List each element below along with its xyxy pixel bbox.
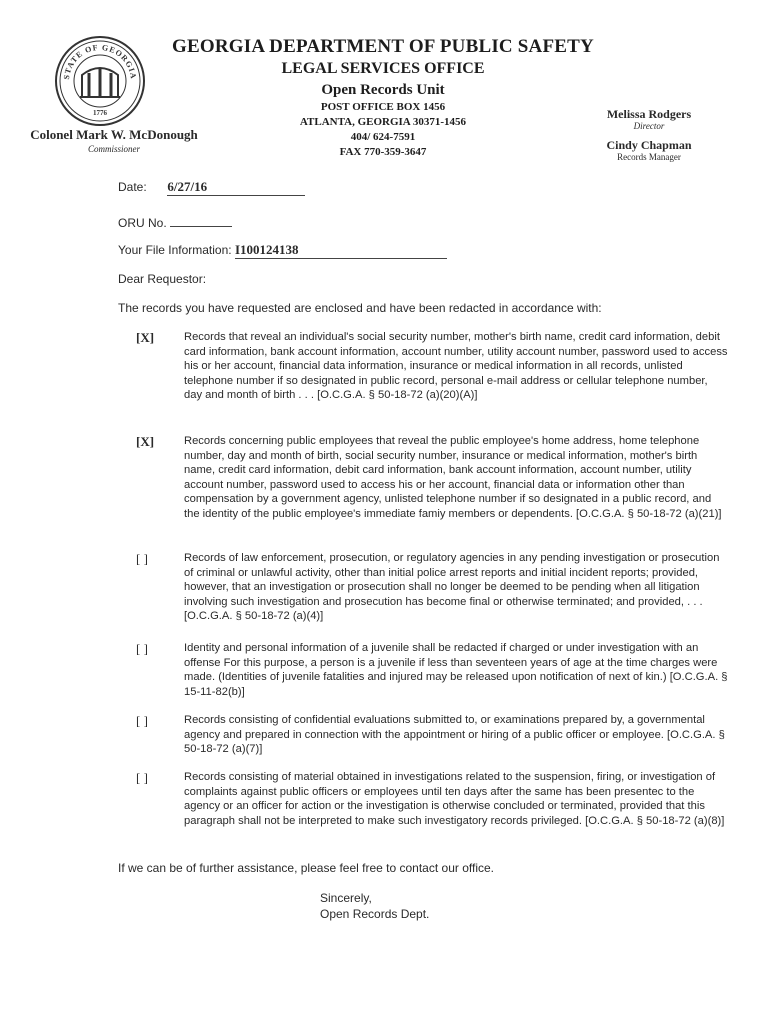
seal-ring-text: STATE OF GEORGIA bbox=[61, 42, 139, 81]
commissioner-name: Colonel Mark W. McDonough bbox=[30, 127, 198, 142]
oru-value bbox=[170, 214, 232, 227]
oru-field bbox=[118, 214, 232, 231]
commissioner-title: Commissioner bbox=[87, 144, 140, 154]
checkbox-checked: [X] bbox=[136, 434, 155, 449]
staff-block bbox=[590, 107, 708, 162]
intro-text: The records you have requested are enclosed and have been redacted in accordance with: bbox=[118, 301, 602, 315]
seal-year: 1776 bbox=[93, 109, 107, 117]
date-label: Date: bbox=[118, 180, 147, 194]
fax-number: FAX 770-359-3647 bbox=[339, 146, 427, 158]
signature-block bbox=[320, 890, 429, 922]
closing-text: If we can be of further assistance, please feel free to contact our office. bbox=[118, 861, 494, 875]
po-box: POST OFFICE BOX 1456 bbox=[320, 101, 446, 113]
file-info-value: I100124138 bbox=[234, 242, 299, 257]
office-name: LEGAL SERVICES OFFICE bbox=[281, 60, 485, 77]
redaction-item-text: Records of law enforcement, prosecution, or regulatory agencies in any pending investigation or prosecution of criminal or unlawful activity, other than initial police arrest reports and initial incident reports; provided, however, that an investigation or prosecution shall no longer be deemed to be pending when all litigation involving such investigation and prosecution has become final or otherwise terminated; and provided, . . . [O.C.G.A. § 50-18-72 (a)(4)] bbox=[184, 552, 720, 623]
oru-label: ORU No. bbox=[118, 216, 167, 230]
file-info-field bbox=[118, 242, 447, 259]
checkbox-empty: [ ] bbox=[136, 713, 148, 728]
checkbox-empty: [ ] bbox=[136, 641, 148, 656]
checkbox-checked: [X] bbox=[136, 330, 155, 345]
commissioner-block bbox=[24, 127, 204, 155]
date-field bbox=[118, 179, 305, 196]
redaction-item-text: Records consisting of confidential evaluations submitted to, or examinations prepared by, a governmental agency and prepared in connection with the appointment or hiring of a public officer or employee. [O.C.G.A. § 50-18-72 (a)(7)] bbox=[184, 714, 725, 756]
date-value: 6/27/16 bbox=[167, 179, 208, 194]
file-info-label: Your File Information: bbox=[118, 243, 232, 257]
records-manager-title: Records Manager bbox=[617, 152, 681, 162]
redaction-item-text: Identity and personal information of a juvenile shall be redacted if charged or under investigation with an offense For this purpose, a person is a juvenile if less than seventeen years of age at the time charges were made. (Identities of juvenile fatalities and injured may be released upon notification of next of kin.) [O.C.G.A. § 15-11-82(b)] bbox=[184, 642, 728, 698]
director-title: Director bbox=[633, 121, 665, 131]
unit-name: Open Records Unit bbox=[321, 82, 445, 98]
checkbox-empty: [ ] bbox=[136, 551, 148, 566]
redaction-item-text: Records that reveal an individual's social security number, mother's birth name, credit card information, debit card information, bank account information, account number, utility account number, password used to access his or her account, financial data information, insurance or medical information in all records, unlisted telephone number if so designated in public record, personal e-mail address or cellular telephone number, day and month of birth . . . [O.C.G.A. § 50-18-72 (a)(20)(A)] bbox=[184, 331, 728, 402]
org-name: GEORGIA DEPARTMENT OF PUBLIC SAFETY bbox=[172, 36, 594, 57]
director-name: Melissa Rodgers bbox=[606, 107, 692, 121]
salutation: Dear Requestor: bbox=[118, 272, 207, 286]
valediction: Sincerely, bbox=[320, 891, 372, 905]
letterhead bbox=[130, 36, 636, 160]
checkbox-empty: [ ] bbox=[136, 770, 148, 785]
phone-number: 404/ 624-7591 bbox=[350, 131, 416, 143]
records-manager-name: Cindy Chapman bbox=[606, 138, 692, 152]
redaction-item-text: Records consisting of material obtained in investigations related to the suspension, firing, or investigation of complaints against public officers or employees until ten days after the same has been presentec to the agency or an officer for action or the investigation is otherwise concluded or terminated, provided that this paragraph shall not be interpreted to make such investigatory records privileged. [O.C.G.A. § 50-18-72 (a)(8)] bbox=[184, 771, 725, 827]
city-address: ATLANTA, GEORGIA 30371-1456 bbox=[299, 116, 467, 128]
signer-name: Open Records Dept. bbox=[320, 907, 430, 921]
redaction-item-text: Records concerning public employees that reveal the public employee's home address, home telephone number, day and month of birth, social security number, insurance or medical information, mother's birth name, credit card information, debit card information, bank account information, account number, utility account number, password used to access his or her account, financial data or information other than compensation by a government agency, unlisted telephone number if so designated in a public record, and the identity of the public employee's immediate famiy members or dependents. [O.C.G.A. § 50-18-72 (a)(21)] bbox=[184, 435, 722, 520]
